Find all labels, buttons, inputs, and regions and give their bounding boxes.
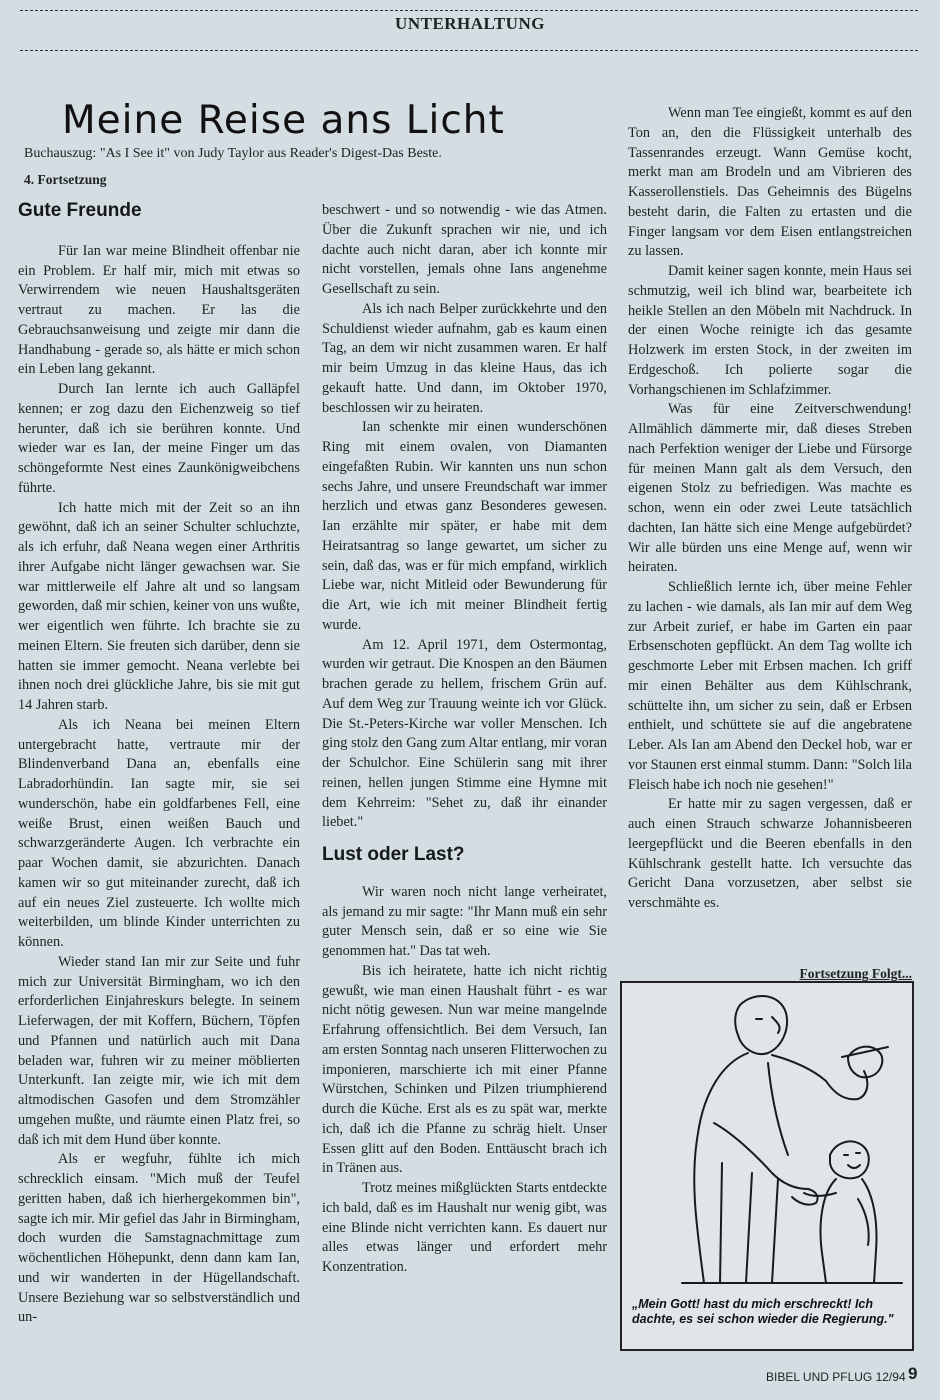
page-number: 9 [908, 1364, 918, 1383]
publication-name: BIBEL UND PFLUG 12/94 [766, 1370, 906, 1384]
cartoon-panel [620, 981, 914, 1351]
paragraph: Durch Ian lernte ich auch Galläpfel kennen; er zog dazu den Eichenzweig so tief herunter, daß ich sie berühren konnte. Und wieder war es Ian, der meine Finger um das schöngeformte Nest eines Zaunkönigweibchens führte. [18, 381, 300, 496]
paragraph: Bis ich heiratete, hatte ich nicht richtig gewußt, wie man einen Haushalt führt - es war nicht nötig gewesen. Nun war meine mangelnde Erfahrung offensichtlich. Bei dem Versuch, Ian am ersten Sonntag nach unseren Flitterwochen zu imponieren, marschierte ich mit einer Pfanne Würstchen, Schinken und Pilzen triumphierend durch die Küche. Erst als es zu spät war, merkte ich, daß ich die Pfanne zu schräg hielt. Unser Essen glitt auf den Boden. Enttäuscht brach ich in Tränen aus. [322, 962, 607, 1177]
paragraph: Damit keiner sagen konnte, mein Haus sei schmutzig, weil ich blind war, bearbeitete ich heikle Stellen an den Möbeln mit Nachdruck. In der einen Woche reinigte ich das gesamte Holzwerk im ersten Stock, in der zweiten im Erdgeschoß. Ich polierte sogar die Vorhangschienen im Schlafzimmer. [628, 263, 912, 398]
paragraph: Er hatte mir zu sagen vergessen, daß er auch einen Strauch schwarze Johannisbeeren leergepflückt und die Beeren ebenfalls in den Kühlschrank gestellt hatte. Ich versuchte das Gericht Dana vorzusetzen, aber selbst sie verschmähte es. [628, 796, 912, 911]
paragraph: Was für eine Zeitverschwendung! Allmählich dämmerte mir, daß dieses Streben nach Perfektion weniger der Liebe und Fürsorge für meinen Mann galt als dem Versuch, den eigenen Stolz zu befriedigen. Was machte es schon, wenn ein oder zwei Leute tatsächlich dachten, Ian hätte sich eine Menge aufgebürdet? Wir alle bürden uns eine Menge auf, wenn wir heiraten. [628, 401, 912, 576]
section-label: UNTERHALTUNG [395, 14, 545, 33]
paragraph: Als er wegfuhr, fühlte ich mich schrecklich einsam. "Mich muß der Teufel geritten haben, daß ich hierhergekommen bin", sagte ich mir. Mir gefiel das Jahr in Birmingham, doch wurden die Samstagnachmittage zum wöchentlichen Höhepunkt, denn dann kam Ian, und wir wanderten in der Hügellandschaft. Unsere Beziehung war so selbstverständlich und un- [18, 1151, 300, 1326]
paragraph: Wir waren noch nicht lange verheiratet, als jemand zu mir sagte: "Ihr Mann muß ein sehr guter Mensch sein, daß er so eine wie Sie genommen hat." Das tat weh. [322, 883, 607, 959]
paragraph: Wenn man Tee eingießt, kommt es auf den Ton an, den die Flüssigkeit unterhalb des Tassenrandes erzeugt. Wann Gemüse kocht, merkt man am Brodeln und am Vibrieren des Kasserollenstiels. Das Geheimnis des Bügelns besteht darin, die Falten zu ertasten und die Finger langsam vor dem Eisen entlangstreichen zu lassen. [628, 105, 912, 260]
installment-label: 4. Fortsetzung [24, 172, 107, 187]
paragraph: Als ich Neana bei meinen Eltern untergebracht hatte, vertraute mir der Blindenverband Dana an, ebenfalls eine Labradorhündin. Ian sagte mir, sie sei wunderschön, habe ein goldfarbenes Fell, eine weiße Brust, einen weißen Bauch und schwarzgeränderte Augen. Ich verbrachte ein paar Wochen damit, sie abzurichten. Danach kamen wir so gut miteinander zurecht, daß ich auf ein neues Ziel zusteuerte. Ich wollte mich weiterbilden, um blinde Kinder unterrichten zu können. [18, 716, 300, 950]
top-rule [20, 10, 918, 11]
cartoon-illustration [622, 983, 912, 1295]
paragraph: Als ich nach Belper zurückkehrte und den Schuldienst wieder aufnahm, gab es kaum einen Tag, an dem wir nicht zusammen waren. Er half mir beim Umzug in das kleine Haus, das ich gekauft hatte. Und dann, im Oktober 1970, beschlossen wir zu heiraten. [322, 300, 607, 416]
text-column-3 [628, 104, 912, 914]
paragraph: Wieder stand Ian mir zur Seite und fuhr mich zur Universität Birmingham, wo ich den erforderlichen Einjahreskurs belegte. In seinem Lieferwagen, der mit Koffern, Büchern, Töpfen und Pfannen und natürlich auch mit Dana beladen war, fuhren wir zu meiner möblierten Unterkunft. Ian zeigte mir, wie ich mit dem altmodischen Gasofen und dem Stromzähler umgehen mußte, und räumte einen Platz frei, so daß ich mit dem Hund über konnte. [18, 953, 300, 1148]
paragraph: Für Ian war meine Blindheit offenbar nie ein Problem. Er half mir, mich mit etwas so Verwirrendem wie neuen Haushaltsgeräten vertraut zu machen. Er las die Gebrauchsanweisung und zeigte mir dann die Handhabung - gerade so, als hätte er mich schon ein Leben lang gekannt. [18, 242, 300, 378]
paragraph: Ich hatte mich mit der Zeit so an ihn gewöhnt, daß ich an seiner Schulter schluchzte, als ich erfuhr, daß Neana wegen einer Arthritis ihrer Aufgabe nicht länger gewachsen war. Sie war mittlerweile elf Jahre alt und so langsam geworden, daß mir schien, keiner von uns wußte, wer eigentlich wen führte. Ich brachte sie zu meinen Eltern. Sie freuten sich darüber, denn sie hatten sie immer gemocht. Neana verlebte bei ihnen noch drei glückliche Jahre, bis sie mit gut 14 Jahren starb. [18, 499, 300, 713]
paragraph: Schließlich lernte ich, über meine Fehler zu lachen - wie damals, als Ian mir auf dem Weg zur Arbeit zurief, er habe im Garten ein paar Erbsenschoten gepflückt. An dem Tag wollte ich geschmorte Leber mit Erbsen machen. Ich griff mir einen Behälter aus dem Kühlschrank, schüttelte ihn, um sicher zu sein, daß er Erbsen enthielt, und schüttete sie auf die angebratene Leber. Als Ian am Abend den Deckel hob, war er vor Staunen erst einmal stumm. Dann: "Solch lila Fleisch habe ich noch nie gesehen!" [628, 579, 912, 793]
text-column-1 [18, 201, 300, 1328]
section-heading-lust-oder-last: Lust oder Last? [322, 844, 465, 865]
text-column-2 [322, 201, 607, 1278]
paragraph: Am 12. April 1971, dem Ostermontag, wurden wir getraut. Die Knospen an den Bäumen brachen gerade zu hellem, frischem Grün auf. Auf dem Weg zur Trauung weinte ich vor Glück. Die St.-Peters-Kirche war voller Menschen. Ich ging stolz den Gang zum Altar entlang, mir voran der Schulchor. Eine Schülerin sang mit ihrer reinen, hellen jungen Stimme eine Hymne mit dem Kehrreim: "Sehet zu, daß ihr einander liebet." [322, 636, 607, 831]
paragraph: Ian schenkte mir einen wunderschönen Ring mit einem ovalen, von Diamanten eingefaßten Rubin. Wir kannten uns nun schon sechs Jahre, und unsere Freundschaft war immer herzlich und etwas ganz Besonderes gewesen. Ian erzählte mir später, er habe mit dem Heiratsantrag so lange gewartet, um sicher zu sein, daß das, was er für mich empfand, wirklich Liebe war, nicht Mitleid oder Bewunderung für die Art, wie ich mit meiner Blindheit fertig wurde. [322, 419, 607, 633]
section-heading-gute-freunde: Gute Freunde [18, 200, 142, 221]
paragraph: Trotz meines mißglückten Starts entdeckte ich bald, daß es im Haushalt nur wenig gibt, was eine Blinde nicht verrichten kann. Es dauert nur alles etwas länger und erfordert mehr Konzentration. [322, 1180, 607, 1275]
header-rule [20, 50, 918, 51]
article-title: Meine Reise ans Licht [62, 98, 505, 143]
cartoon-caption: „Mein Gott! hast du mich erschreckt! Ich dachte, es sei schon wieder die Regierung." [632, 1297, 894, 1326]
to-be-continued-label: Fortsetzung Folgt... [799, 966, 912, 981]
paragraph: beschwert - und so notwendig - wie das Atmen. Über die Zukunft sprachen wir nie, und ich dachte auch nicht daran, aber ich konnte mir nicht vorstellen, jemals ohne Ians angenehme Gesellschaft zu sein. [322, 202, 607, 297]
article-subtitle: Buchauszug: "As I See it" von Judy Taylor aus Reader's Digest-Das Beste. [24, 146, 442, 161]
